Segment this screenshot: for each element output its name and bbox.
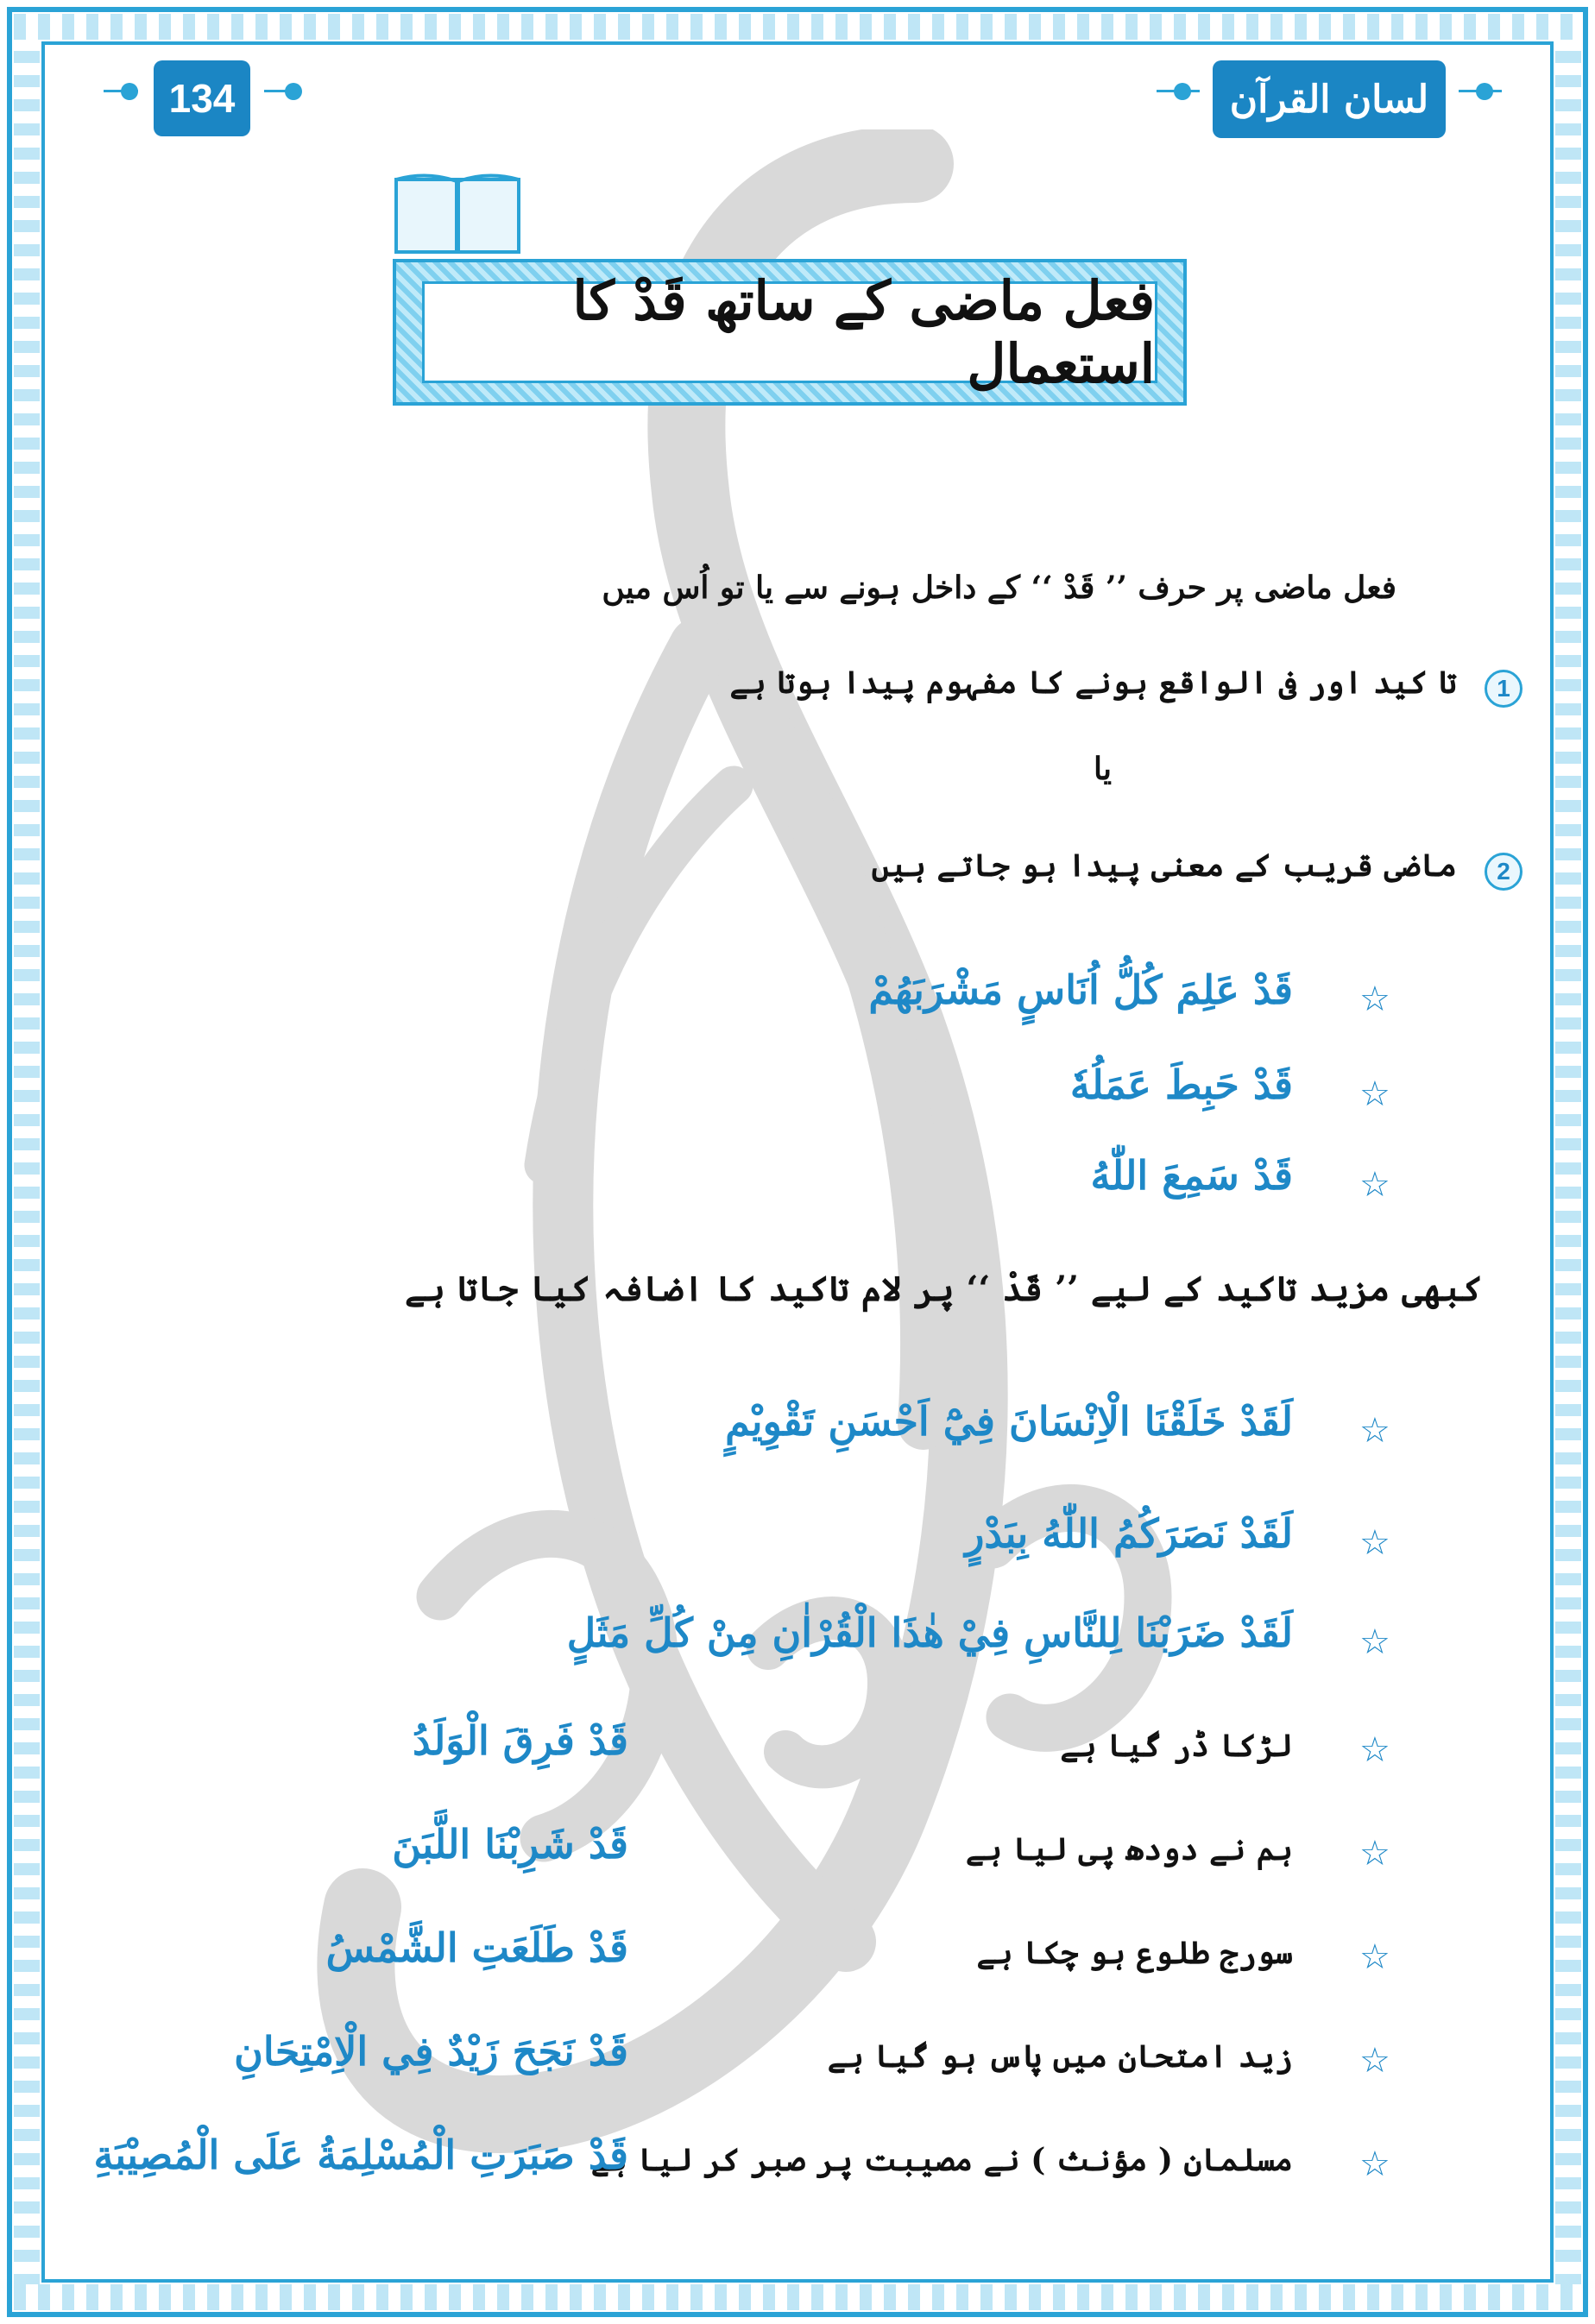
star-icon: ☆ (1359, 1834, 1390, 1874)
page-number: 134 (154, 60, 250, 136)
open-book-icon (393, 171, 522, 257)
example-line: لَقَدْ نَصَرَكُمُ اللّٰهُ بِبَدْرٍ (965, 1510, 1293, 1557)
translation-urdu: لڑکا ڈر گیا ہے (1060, 1728, 1293, 1764)
example-line: لَقَدْ ضَرَبْنَا لِلنَّاسِ فِيْ هٰذَا الْقُرْاٰنِ مِنْ كُلِّ مَثَلٍ (566, 1609, 1293, 1656)
translation-arabic: قَدْ نَجَحَ زَيْدٌ فِي الْاِمْتِحَانِ (234, 2028, 628, 2075)
star-icon: ☆ (1359, 2145, 1390, 2184)
star-icon: ☆ (1359, 979, 1390, 1019)
title-frame (393, 259, 1187, 406)
example-line: لَقَدْ خَلَقْنَا الْاِنْسَانَ فِيْٓ اَحْسَنِ تَقْوِيْمٍ (725, 1398, 1293, 1445)
translation-arabic: قَدْ شَرِبْنَا اللَّبَنَ (392, 1821, 628, 1867)
example-line: قَدْ حَبِطَ عَمَلُهٗ (1069, 1061, 1293, 1108)
page-title: فعل ماضی کے ساتھ قَدْ کا استعمال (572, 269, 1155, 395)
title-panel (422, 269, 1157, 395)
star-icon: ☆ (1359, 1523, 1390, 1563)
translation-arabic: قَدْ فَرِقَ الْوَلَدُ (413, 1717, 628, 1764)
translation-urdu: زید امتحان میں پاس ہو گیا ہے (827, 2038, 1293, 2075)
header-ornament-dot (1174, 83, 1191, 100)
star-icon: ☆ (1359, 1937, 1390, 1977)
or-text: یا (1094, 751, 1112, 787)
translation-arabic: قَدْ طَلَعَتِ الشَّمْسُ (325, 1924, 628, 1971)
intro-line: فعل ماضی پر حرف ’’ قَدْ ‘‘ کے داخل ہونے سے یا تو اُس میں (602, 570, 1396, 606)
star-icon: ☆ (1359, 1165, 1390, 1205)
star-icon: ☆ (1359, 1730, 1390, 1770)
translation-urdu: مسلمان ( مؤنث ) نے مصیبت پر صبر کر لیا ہے (590, 2142, 1293, 2178)
translation-urdu: ہم نے دودھ پی لیا ہے (965, 1831, 1293, 1867)
header-ornament-dot (285, 83, 302, 100)
star-icon: ☆ (1359, 1074, 1390, 1114)
example-line: قَدْ عَلِمَ كُلُّ اُنَاسٍ مَشْرَبَهُمْ (868, 967, 1293, 1013)
header-ornament-dot (121, 83, 138, 100)
star-icon: ☆ (1359, 1411, 1390, 1451)
translation-urdu: سورج طلوع ہو چکا ہے (976, 1935, 1293, 1971)
lam-emphasis-note: کبھی مزید تاکید کے لیے ’’ قَدْ ‘‘ پر لام تاکید کا اضافہ کیا جاتا ہے (405, 1269, 1483, 1309)
item-number-1: 1 (1485, 670, 1522, 708)
meaning-recent-past: ماضی قریب کے معنی پیدا ہو جاتے ہیں (871, 847, 1457, 884)
example-line: قَدْ سَمِعَ اللّٰهُ (1090, 1152, 1293, 1199)
translation-arabic: قَدْ صَبَرَتِ الْمُسْلِمَةُ عَلَى الْمُصِيْبَةِ (93, 2132, 628, 2178)
star-icon: ☆ (1359, 2041, 1390, 2081)
book-title-badge: لسان القرآن (1213, 60, 1446, 138)
meaning-emphasis: تا کید اور فی الواقع ہونے کا مفہوم پیدا ہوتا ہے (729, 664, 1457, 701)
star-icon: ☆ (1359, 1622, 1390, 1662)
item-number-2: 2 (1485, 853, 1522, 891)
header-ornament-dot (1476, 83, 1493, 100)
